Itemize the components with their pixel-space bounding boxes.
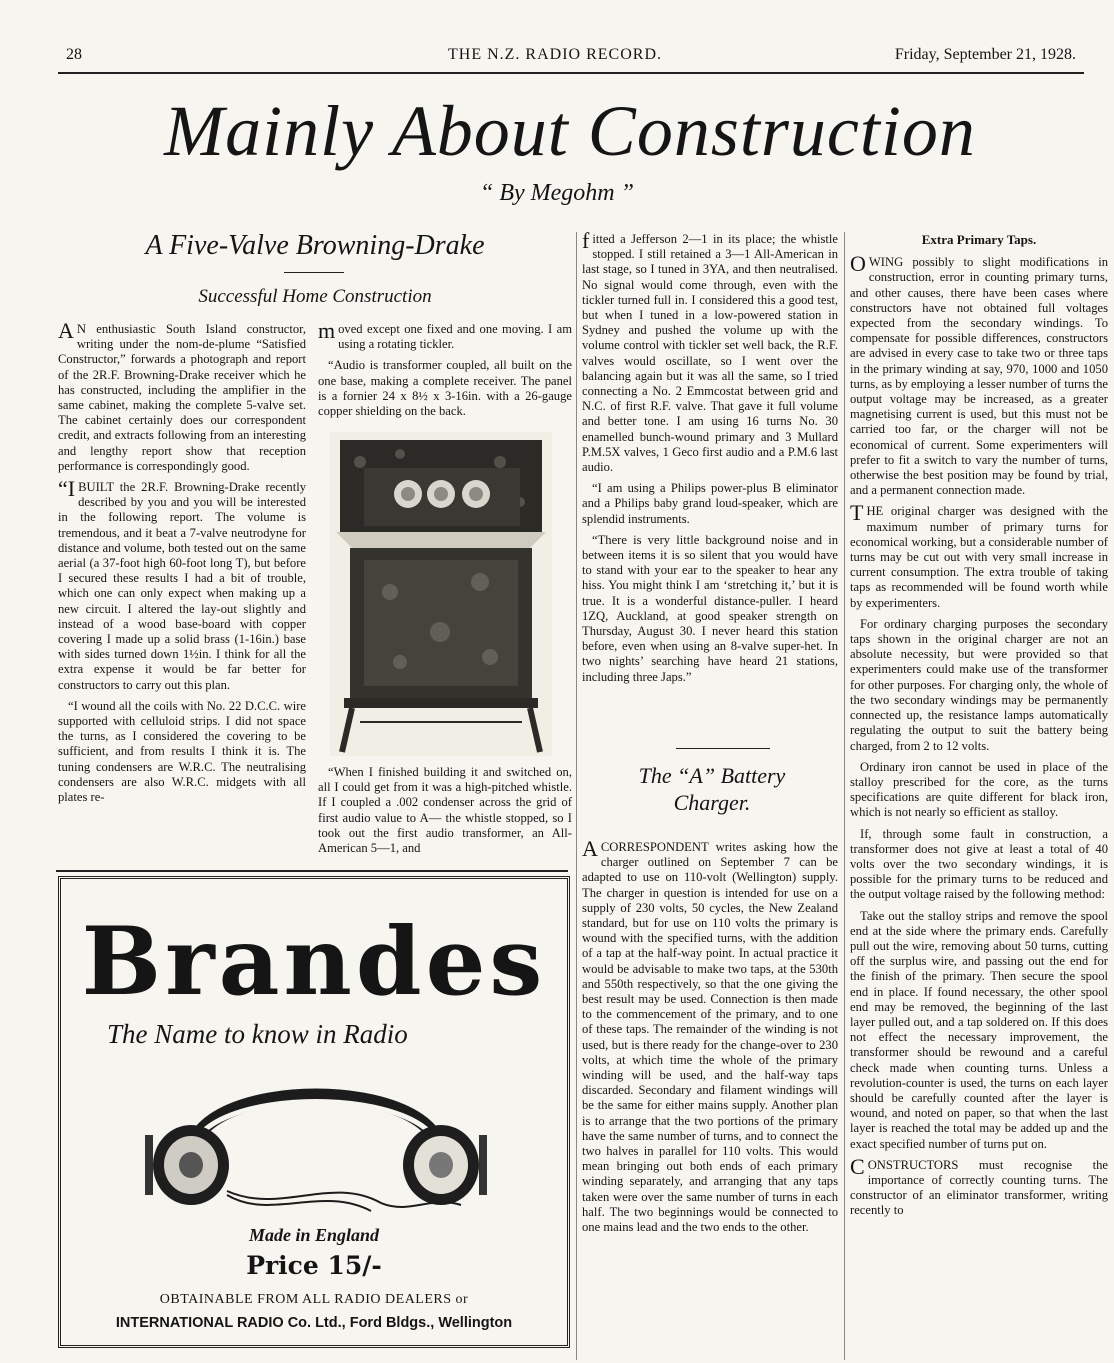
article1-para: AN enthusiastic South Island constructor, writing under the nom-de-plume “Satisfied Constructor,” forwards a photograph and report of the 2R.F. Browning-Drake receiver which he has constructed, including the amplifier in the same cabinet, making the complete 5-valve set. The cabinet certainly does our correspondent credit, and extracts following from an interesting and lengthy report show that reception performance is correspondingly good. <box>58 322 306 473</box>
article3-para: THE original charger was designed with the maximum number of primary turns for economical working, but a considerable number of turns may be cut out with very small increase in current consumption. The extra trouble of taking taps as recommended will be found worth while by experimenters. <box>850 500 1108 610</box>
ad-brand-name: Brandes <box>81 907 547 1017</box>
article3-para: CONSTRUCTORS must recognise the importance of correctly counting turns. The constructor of an eliminator transformer, writing recently to <box>850 1153 1108 1218</box>
column-rule <box>576 232 577 1360</box>
issue-date: Friday, September 21, 1928. <box>894 46 1076 63</box>
section-title: Mainly About Construction <box>164 91 976 171</box>
article3-para: Take out the stalloy strips and remove the spool end at the side where the primary ends. Carefully pull out the wire, removing about 50 turns, cutting off the surplus wire, and passing out the end for the finish of the primary. Then secure the spool end in place. If found necessary, the other spool end may be removed, the beginning of the last layer pulled out, and a tap soldered on. If this does not effect the necessary improvement, the transformer should be rewound and a careful check made when counting turns. Unless a revolution-counter is used, the turns on each layer should be carefully counted after the layer is wound, and noted on paper, so that when the last layer is reached the total may be added up and the exact specified number of turns put on. <box>850 908 1108 1151</box>
article1-para: moved except one fixed and one moving. I am using a rotating tickler. <box>318 322 572 352</box>
running-head <box>60 46 1080 68</box>
article1-column3 <box>582 232 838 742</box>
article3-para: Ordinary iron cannot be used in place of the stalloy prescribed for the core, as the turns specifications are quite different for black iron, which is not nearly so efficient as stalloy. <box>850 759 1108 820</box>
article2-para: ACORRESPONDENT writes asking how the charger outlined on September 7 can be adapted to use on 110-volt (Wellington) supply. The charger in question is intended for use on a supply of 230 volts, 50 cycles, the New Zealand standard, but for use on 110 volts the primary is wound with the specified turns, with the addition of a tap at the half-way point. In actual practice it would be advisable to make two taps, at the 530th and 550th respectively, so that the one giving the best result may be used. Connection is then made to the commencement of the primary, and to one of these taps. The remainder of the winding is not used, but is there ready for the change-over to 230 volts, at which time the whole of the primary winding will be used, and the half-way taps discarded. Secondary and filament windings will be the same for either mains supply. Another plan is to arrange that the two portions of the primary have the same number of turns, and to connect the two halves in parallel for 110 volts. This would mean bringing out both ends of each primary winding separately, and arranging that any taps taken were over the same number of turns in each half. The two beginnings would be connected to one mains lead and the two ends to the other. <box>582 840 838 1235</box>
article1-column1 <box>58 322 306 868</box>
article3-column <box>850 232 1108 1362</box>
article1-para: “Audio is transformer coupled, all built on the one base, making a complete receiver. The panel is a fornier 24 x 8½ x 3-16in. with a 26-gauge copper shielding on the back. <box>318 358 572 419</box>
head-rule <box>58 72 1084 74</box>
byline: “ By Megohm ” <box>480 180 634 206</box>
article3-para: OWING possibly to slight modifications in construction, error in counting primary turns, and other causes, there have been cases where constructors have not obtained full voltages expected from the secondary windings. To compensate for possible differences, constructors are advised in every case to take two or three taps in the primary winding at say, 970, 1000 and 1050 turns, as by employing a lesser number of turns the output voltage may be increased, as a greater magnetising current is used, but this must not be carried too far, or the charger will not be economical of current. Some experimenters will prefer to fit a switch to vary the number of turns, otherwise the best position may be found by trial, and a permanent connection made. <box>850 251 1108 498</box>
ad-price: Price 15/- <box>246 1251 382 1280</box>
ad-made-in: Made in England <box>248 1225 380 1245</box>
page-number: 28 <box>66 46 82 63</box>
ad-obtainable: OBTAINABLE FROM ALL RADIO DEALERS or <box>159 1292 469 1307</box>
receiver-cabinet-photo <box>330 432 552 756</box>
article-title-battery-charger <box>590 762 834 816</box>
headphones-illustration <box>131 1065 501 1217</box>
article1-para: fitted a Jefferson 2—1 in its place; the whistle stopped. I still retained a 3—1 All-American in last stage, so I tuned in 3YA, and then neutralised. No signal would come through, even with the tickler turned full in. I considered this a good test, but when I tuned in a low-powered station in Sydney and pushed the volume up with the volume control with tickler set well back, the R.F. valves would oscillate, so I went over the balancing again but it was all the same, so I tried connecting a No. 2 Emmcostat between grid and N.C. of first R.F. valve. That gave it full volume and better tone. I am using 16 turns No. 30 enamelled bunch-wound primary and 3 Mullard P.M.5X valves, 1 Geco first audio and a P.M.6 last audio. <box>582 232 838 475</box>
article1-para: “When I finished building it and switched on, all I could get from it was a high-pitched whistle. If I coupled a .002 condenser across the grid of first audio value to A— the whistle stopped, so I took out the first audio transformer, an All-American 5—1, and <box>318 765 572 856</box>
publication-name: THE N.Z. RADIO RECORD. <box>448 46 662 63</box>
article1-para: “I am using a Philips power-plus B eliminator and a Philips baby grand loud-speaker, which are splendid instruments. <box>582 481 838 526</box>
article1-para: “I wound all the coils with No. 22 D.C.C. wire supported with celluloid strips. I did not space the turns, as I considered the covering to be sufficient, and from results I think it is. The tuning condensers are W.R.C. The neutralising condensers are also W.R.C. midgets with all plates re- <box>58 698 306 805</box>
article1-para: “IBUILT the 2R.F. Browning-Drake recently described by you and you will be interested in the following report. The volume is tremendous, and it beat a 7-valve neutrodyne for distance and volume, both tested out on the same aerial (a 37-foot high 60-foot long T), but before I secured these results I had a bit of trouble, which one can only expect when making up a new circuit. I altered the lay-out slightly and instead of a wood base-board with copper covering I made up a solid brass (1-16in.) base with sides turned down 1½in. I think for all the extra expense it would be far better for constructors to carry out this plan. <box>58 476 306 692</box>
article2-body <box>582 840 838 1360</box>
article3-para: If, through some fault in construction, a transformer does not give at least a total of 40 volts over the two secondary windings, it is possible for the primary turns to be reduced and the output voltage raised by the following method: <box>850 826 1108 902</box>
title-line-1: The “A” Battery <box>638 763 786 788</box>
ad-slogan: The Name to know in Radio <box>107 1019 408 1049</box>
brandes-advertisement <box>58 876 570 1348</box>
section-divider <box>676 748 770 749</box>
article1-column2-bottom <box>318 765 572 869</box>
title-line-2: Charger. <box>673 790 751 815</box>
article3-heading: Extra Primary Taps. <box>921 232 1037 247</box>
article-title-browning-drake: A Five-Valve Browning-Drake <box>145 230 485 261</box>
article-subtitle: Successful Home Construction <box>198 286 432 307</box>
ad-top-rule <box>56 870 568 872</box>
title-underline <box>284 272 344 273</box>
article1-para: “There is very little background noise and in between items it is so silent that you would have to stand with your ear to the speaker to hear any hiss. You might think I am ‘stretching it,’ but it is true. It is a wonderful distance-puller. I heard 1ZQ, Auckland, at good speaker strength on Thursday, August 30. I never heard this station before, even when using an 8-valve super-het. In two nights’ searching have heard 21 stations, including three Japs.” <box>582 532 838 684</box>
article1-column2-top <box>318 322 572 420</box>
article3-para: For ordinary charging purposes the secondary taps shown in the original charger are not an absolute necessity, but were provided so that experimenters could make use of the transformer for other purposes. For charging only, the whole of the two secondary windings may be permanently connected up, the resistance lamps automatically regulating the output to suit the battery being charged, from 2 to 12 volts. <box>850 616 1108 753</box>
ad-distributor: INTERNATIONAL RADIO Co. Ltd., Ford Bldgs., Wellington <box>115 1315 513 1331</box>
column-rule <box>844 232 845 1360</box>
